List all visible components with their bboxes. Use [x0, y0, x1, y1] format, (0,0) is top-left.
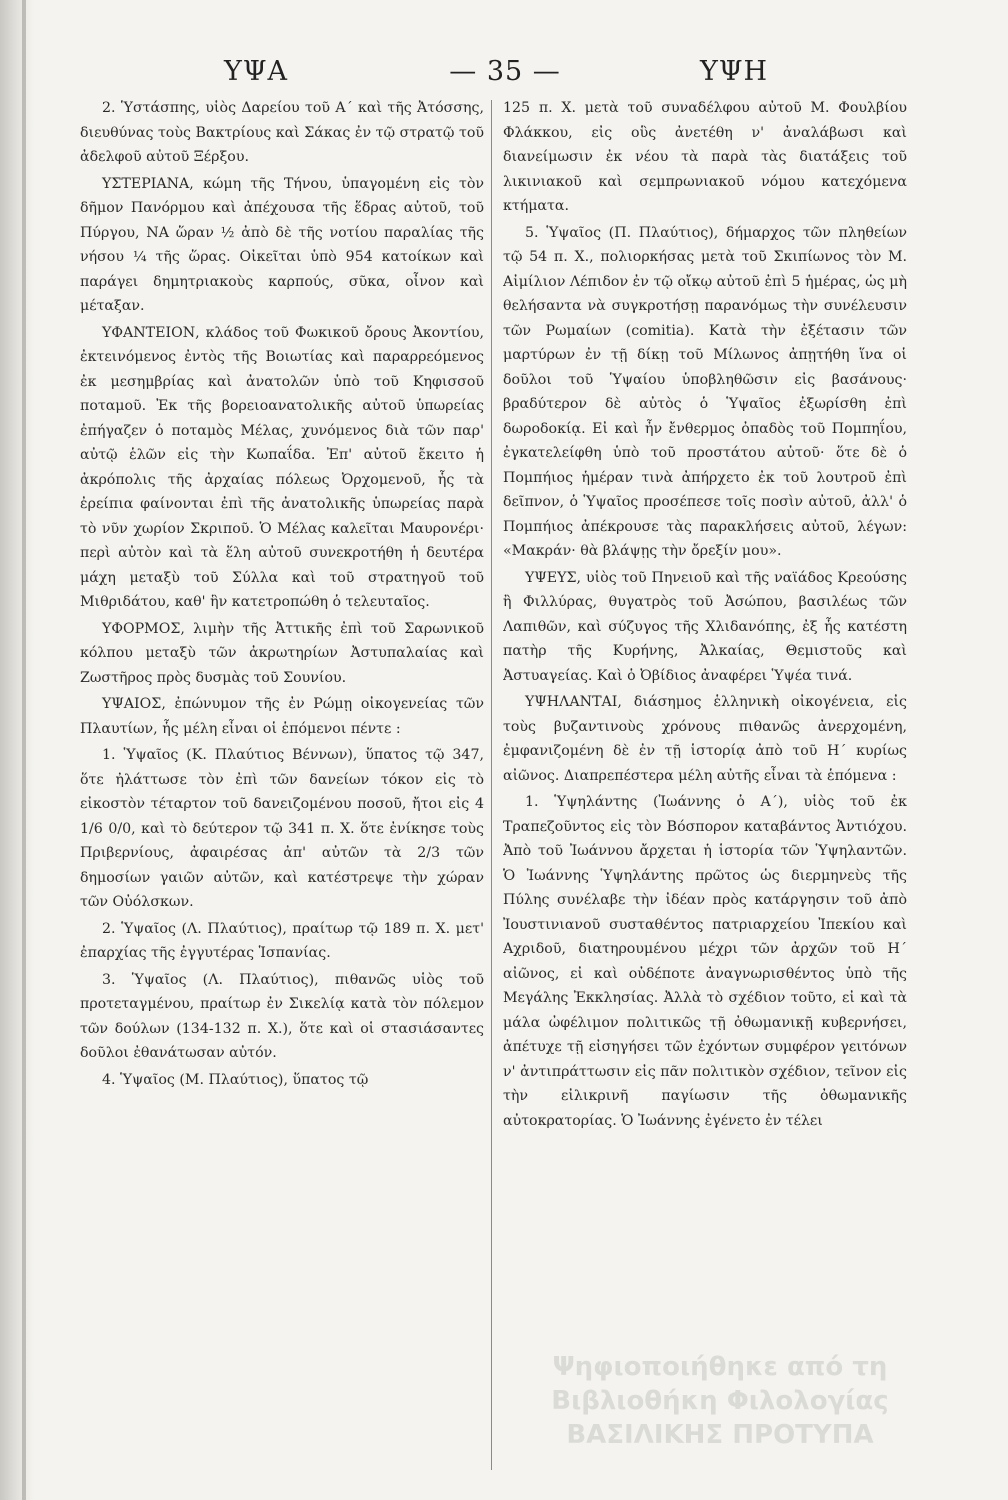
paragraph: ΥΨΕΥΣ, υἱὸς τοῦ Πηνειοῦ καὶ τῆς ναϊάδος Κρεούσης ἢ Φιλλύρας, θυγατρὸς τοῦ Ἀσώπου, βασιλέως τῶν Λαπιθῶν, καὶ σύζυγος τῆς Χλιδανόπης, ἐξ ἧς κατέστη πατὴρ τῆς Κυρήνης, Ἀλκαίας, Θεμιστοῦς καὶ Ἀστυαγείας. Καὶ ὁ Ὀβίδιος ἀναφέρει Ὑψέα τινά. [503, 569, 907, 684]
paragraph: 2. Ὑψαῖος (Λ. Πλαύτιος), πραίτωρ τῷ 189 π. Χ. μετ' ἐπαρχίας τῆς ἐγγυτέρας Ἱσπανίας. [80, 920, 484, 961]
watermark-line: Ψηφιοποιήθηκε από τη Βιβλιοθήκη Φιλολογίας [551, 1352, 889, 1416]
left-column [80, 96, 484, 1466]
paragraph: ΥΨΑΙΟΣ, ἐπώνυμον τῆς ἐν Ρώμῃ οἰκογενείας τῶν Πλαυτίων, ἧς μέλη εἶναι οἱ ἑπόμενοι πέντε : [80, 696, 484, 737]
column-divider [491, 100, 492, 1470]
paragraph: 1. Ὑψαῖος (Κ. Πλαύτιος Βέννων), ὕπατος τῷ 347, ὅτε ἠλάττωσε τὸν ἐπὶ τῶν δανείων τόκον εἰς τὸ εἰκοστὸν τέταρτον τοῦ δανειζομένου ποσοῦ, ἤτοι εἰς 4 1/6 0/0, καὶ τὸ δεύτερον τῷ 341 π. Χ. ὅτε ἐνίκησε τοὺς Πριβερνίους, ἀφαιρέσας ἀπ' αὐτῶν τὰ 2/3 τῶν δημοσίων γαιῶν αὐτῶν, καὶ κατέστρεψε τὴν χώραν τῶν Οὐόλσκων. [80, 747, 484, 910]
paragraph: ΥΦΑΝΤΕΙΟΝ, κλάδος τοῦ Φωκικοῦ ὄρους Ἀκοντίου, ἐκτεινόμενος ἐντὸς τῆς Βοιωτίας καὶ παραρρεόμενος ἐκ μεσημβρίας καὶ ἀνατολῶν ὑπὸ τοῦ Κηφισσοῦ ποταμοῦ. Ἐκ τῆς βορειοανατολικῆς αὐτοῦ ὑπωρείας ἐπήγαζεν ὁ ποταμὸς Μέλας, χυνόμενος διὰ τῶν παρ' αὐτῷ ἑλῶν εἰς τὴν Κωπαΐδα. Ἐπ' αὐτοῦ ἔκειτο ἡ ἀκρόπολις τῆς ἀρχαίας πόλεως Ὀρχομενοῦ, ἧς τὰ ἐρείπια φαίνονται ἐπὶ τῆς ἀνατολικῆς ὑπωρείας παρὰ τὸ νῦν χωρίον Σκριποῦ. Ὁ Μέλας καλεῖται Μαυρονέρι· περὶ αὐτὸν καὶ τὰ ἕλη αὐτοῦ συνεκροτήθη ἡ δευτέρα μάχη μεταξὺ τοῦ Σύλλα καὶ τοῦ στρατηγοῦ τοῦ Μιθριδάτου, καθ' ἣν κατετροπώθη ὁ τελευταῖος. [80, 324, 484, 610]
paragraph: 1. Ὑψηλάντης (Ἰωάννης ὁ Α΄), υἱὸς τοῦ ἐκ Τραπεζοῦντος εἰς τὸν Βόσπορον καταβάντος Ἀντιόχου. Ἀπὸ τοῦ Ἰωάννου ἄρχεται ἡ ἱστορία τῶν Ὑψηλαντῶν. Ὁ Ἰωάννης Ὑψηλάντης πρῶτος ὡς διερμηνεὺς τῆς Πύλης συνέλαβε τὴν ἰδέαν πρὸς κατάργησιν τοῦ ἀπὸ Ἰουστινιανοῦ συσταθέντος πατριαρχείου Ἰπεκίου καὶ Αχριδοῦ, διατηρουμένου μέχρι τῶν ἀρχῶν τοῦ Η΄ αἰῶνος, εἰ καὶ οὐδέποτε ἀναγνωρισθέντος ὑπὸ τῆς Μεγάλης Ἐκκλησίας. Ἀλλὰ τὸ σχέδιον τοῦτο, εἰ καὶ τὰ μάλα ὠφέλιμον πολιτικῶς τῇ ὀθωμανικῇ κυβερνήσει, ἀπέτυχε τῇ εἰσηγήσει τῶν ἐχόντων συμφέρον γειτόνων ν' ἀντιπράττωσιν εἰς πᾶν πολιτικὸν σχέδιον, τεῖνον εἰς τὴν εἰλικρινῆ παγίωσιν τῆς ὀθωμανικῆς αὐτοκρατορίας. Ὁ Ἰωάννης ἐγένετο ἐν τέλει [503, 794, 907, 1129]
paragraph: 4. Ὑψαῖος (Μ. Πλαύτιος), ὕπατος τῷ [102, 1071, 369, 1088]
running-header [70, 56, 930, 96]
header-right-keyword: ΥΨΗ [700, 56, 769, 87]
paragraph: 3. Ὑψαῖος (Λ. Πλαύτιος), πιθανῶς υἱὸς τοῦ προτεταγμένου, πραίτωρ ἐν Σικελίᾳ κατὰ τὸν πόλεμον τῶν δούλων (134-132 π. Χ.), ὅτε καὶ οἱ στασιάσαντες δοῦλοι ἐθανάτωσαν αὐτόν. [80, 971, 484, 1061]
page-number: — 35 — [449, 56, 561, 87]
watermark-line: ΒΑΣΙΛΙΚΗΣ ΠΡΟΤΥΠΑ [566, 1420, 874, 1450]
paragraph: 125 π. Χ. μετὰ τοῦ συναδέλφου αὐτοῦ Μ. Φουλβίου Φλάκκου, εἰς οὓς ἀνετέθη ν' ἀναλάβωσι καὶ διανείμωσιν ἐκ νέου τὰ παρὰ τὰς διατάξεις τοῦ λικινιακοῦ καὶ σεμπρωνιακοῦ νόμου κατεχόμενα κτήματα. [503, 100, 907, 214]
spine-gutter-line [22, 0, 26, 1500]
paragraph: ΥΨΗΛΑΝΤΑΙ, διάσημος ἑλληνικὴ οἰκογένεια, εἰς τοὺς βυζαντινοὺς χρόνους πιθανῶς ἀνερχομένη, ἐμφανιζομένη δὲ ἐν τῇ ἱστορίᾳ ἀπὸ τοῦ Η΄ κυρίως αἰῶνος. Διαπρεπέστερα μέλη αὐτῆς εἶναι τὰ ἑπόμενα : [503, 694, 907, 784]
paragraph: 2. Ὑστάσπης, υἱὸς Δαρείου τοῦ Α΄ καὶ τῆς Ἀτόσσης, διευθύνας τοὺς Βακτρίους καὶ Σάκας ἐν τῷ στρατῷ τοῦ ἀδελφοῦ αὐτοῦ Ξέρξου. [80, 100, 484, 165]
book-spine [0, 0, 34, 1500]
paragraph: ΥΦΟΡΜΟΣ, λιμὴν τῆς Ἀττικῆς ἐπὶ τοῦ Σαρωνικοῦ κόλπου μεταξὺ τῶν ἀκρωτηρίων Ἀστυπαλαίας καὶ Ζωστῆρος πρὸς δυσμὰς τοῦ Σουνίου. [80, 620, 484, 686]
paragraph: 5. Ὑψαῖος (Π. Πλαύτιος), δήμαρχος τῶν πληθείων τῷ 54 π. Χ., πολιορκήσας μετὰ τοῦ Σκιπίωνος τὸν Μ. Αἰμίλιον Λέπιδον ἐν τῷ οἴκῳ αὐτοῦ ἐπὶ 5 ἡμέρας, ὡς μὴ θελήσαντα νὰ συγκροτήσῃ παρανόμως τὴν συνέλευσιν τῶν Ρωμαίων (comitia). Κατὰ τὴν ἐξέτασιν τῶν μαρτύρων ἐν τῇ δίκῃ τοῦ Μίλωνος ἀπῃτήθη ἵνα οἱ δοῦλοι τοῦ Ὑψαίου ὑποβληθῶσιν εἰς βασάνους· βραδύτερον δὲ αὐτὸς ὁ Ὑψαῖος ἐξωρίσθη ἐπὶ δωροδοκίᾳ. Εἰ καὶ ἦν ἔνθερμος ὀπαδὸς τοῦ Πομπηΐου, ἐγκατελείφθη ὑπὸ τοῦ προστάτου αὐτοῦ· ὅτε δὲ ὁ Πομπήιος ἡμέραν τινὰ ἀπήρχετο ἐκ τοῦ λουτροῦ ἐπὶ δεῖπνον, ὁ Ὑψαῖος προσέπεσε τοῖς ποσὶν αὐτοῦ, ἀλλ' ὁ Πομπήιος ἀπέκρουσε τὰς παρακλήσεις αὐτοῦ, λέγων: «Μακράν· θὰ βλάψῃς τὴν ὄρεξίν μου». [503, 224, 907, 559]
right-column [503, 96, 907, 1466]
paragraph: ΥΣΤΕΡΙΑΝΑ, κώμη τῆς Τήνου, ὑπαγομένη εἰς τὸν δῆμον Πανόρμου καὶ ἀπέχουσα τῆς ἕδρας αὐτοῦ, τοῦ Πύργου, ΝΑ ὥραν ½ ἀπὸ δὲ τῆς νοτίου παραλίας τῆς νήσου ¼ τῆς ὥρας. Οἰκεῖται ὑπὸ 954 κατοίκων καὶ παράγει δημητριακοὺς καρπούς, σῦκα, οἶνον καὶ μέταξαν. [80, 175, 484, 314]
header-left-keyword: ΥΨΑ [224, 56, 289, 87]
